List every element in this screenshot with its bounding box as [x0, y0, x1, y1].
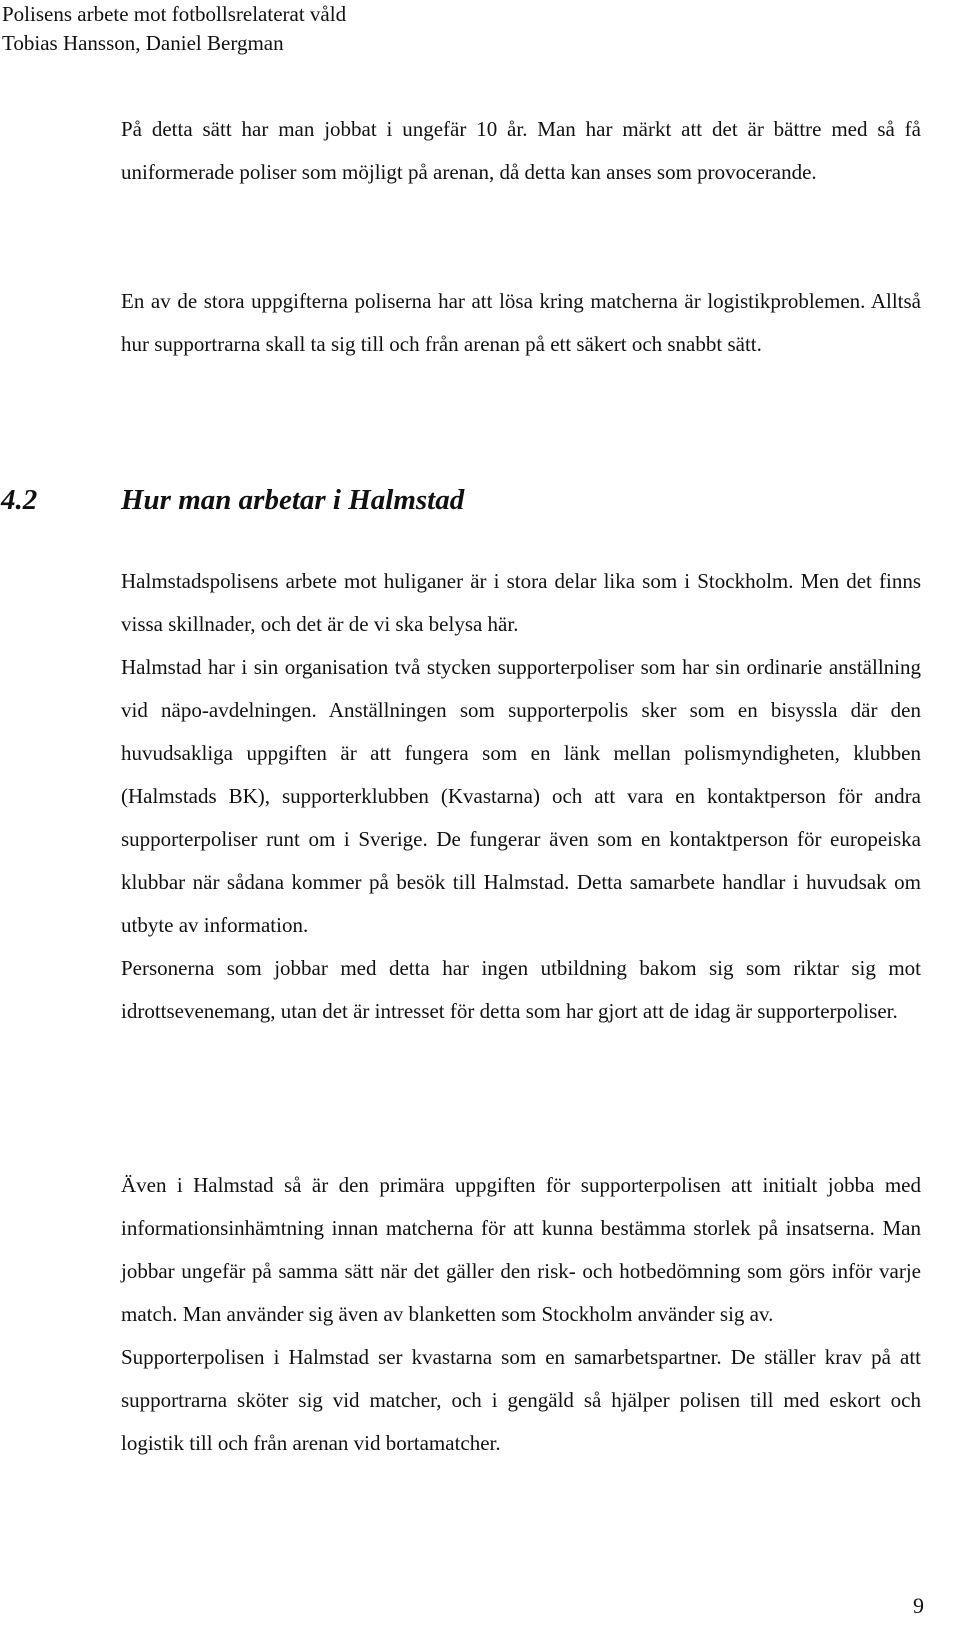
running-header [2, 0, 346, 58]
section-title: Hur man arbetar i Halmstad [121, 484, 465, 516]
section-heading [1, 476, 37, 524]
page-number: 9 [913, 1593, 924, 1618]
paragraph: Halmstad har i sin organisation två stycken supporterpoliser som har sin ordinarie anställning vid näpo-avdelningen. Anställningen som supporterpolis sker som en bisyssla där den huvudsakliga uppgiften är att fungera som en länk mellan polismyndigheten, klubben (Halmstads BK), supporterklubben (Kvastarna) och att vara en kontaktperson för andra supporterpoliser runt om i Sverige. De fungerar även som en kontaktperson för europeiska klubbar när sådana kommer på besök till Halmstad. Detta samarbete handlar i huvudsak om utbyte av information. [121, 655, 921, 937]
paragraph: Personerna som jobbar med detta har ingen utbildning bakom sig som riktar sig mot idrottsevenemang, utan det är intresset för detta som har gjort att de idag är supporterpoliser. [121, 956, 921, 1023]
paragraph: En av de stora uppgifterna poliserna har att lösa kring matcherna är logistikproblemen. Alltså hur supportrarna skall ta sig till och från arenan på ett säkert och snabbt sätt. [121, 289, 921, 356]
paragraph: Även i Halmstad så är den primära uppgiften för supporterpolisen att initialt jobba med informationsinhämtning innan matcherna för att kunna bestämma storlek på insatserna. Man jobbar ungefär på samma sätt när det gäller den risk- och hotbedömning som görs inför varje match. Man använder sig även av blanketten som Stockholm använder sig av. [121, 1173, 921, 1326]
body-text-main [121, 560, 921, 1033]
header-authors: Tobias Hansson, Daniel Bergman [2, 31, 284, 55]
paragraph: Supporterpolisen i Halmstad ser kvastarna som en samarbetspartner. De ställer krav på att supportrarna sköter sig vid matcher, och i gengäld så hjälper polisen till med eskort och logistik till och från arenan vid bortamatcher. [121, 1345, 921, 1455]
section-number: 4.2 [1, 484, 38, 516]
body-text-bottom [121, 1164, 921, 1465]
paragraph: På detta sätt har man jobbat i ungefär 10 år. Man har märkt att det är bättre med så få uniformerade poliser som möjligt på arenan, då detta kan anses som provocerande. [121, 117, 921, 184]
body-text-top-2 [121, 280, 921, 366]
body-text-top [121, 108, 921, 194]
header-title: Polisens arbete mot fotbollsrelaterat våld [2, 2, 347, 26]
paragraph: Halmstadspolisens arbete mot huliganer är i stora delar lika som i Stockholm. Men det finns vissa skillnader, och det är de vi ska belysa här. [121, 569, 921, 636]
